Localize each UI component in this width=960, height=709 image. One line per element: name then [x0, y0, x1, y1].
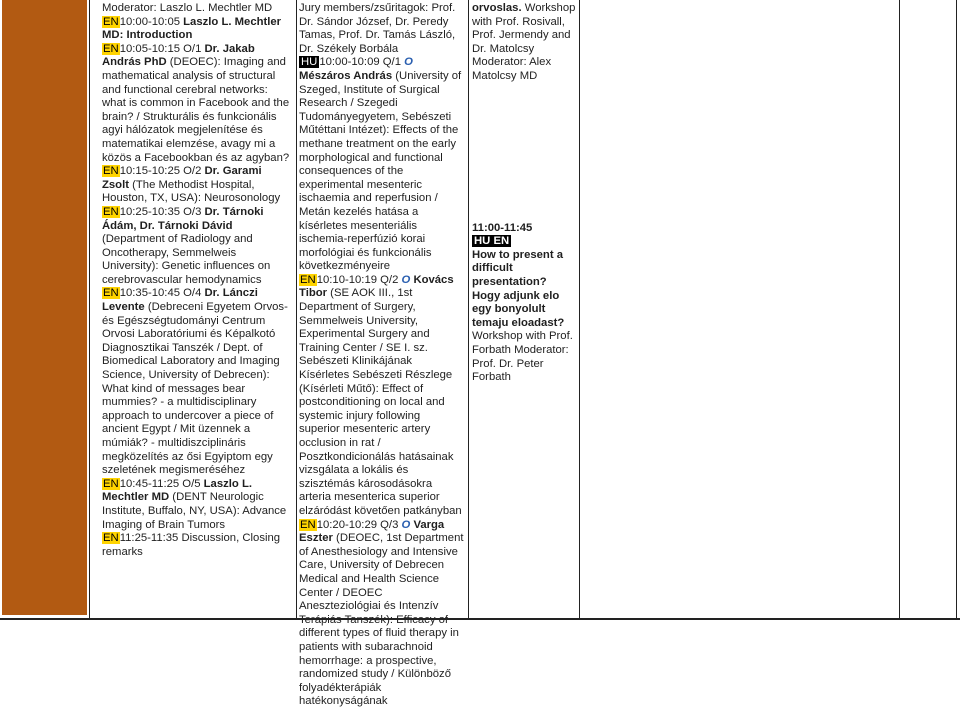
side-color-bar: [0, 0, 90, 620]
empty-column-4: [580, 0, 900, 620]
spacer: [472, 84, 577, 222]
speaker-name: Dr. Jakab András PhD: [102, 42, 255, 69]
workshop-top-bold: orvoslas.: [472, 2, 522, 14]
item-time: 10:00-10:05: [119, 15, 181, 28]
item-text: : Introduction: [119, 29, 193, 42]
item-time: 10:25-10:35 O/3: [119, 205, 202, 218]
speaker-name: Dr. Lánczi Levente: [102, 287, 258, 314]
speaker-name: Laszlo L. Mechtler MD: [102, 477, 252, 504]
speaker-name: Dr. Garami Zsolt: [102, 165, 262, 191]
language-tag: EN: [103, 205, 119, 218]
program-item: [102, 16, 290, 43]
program-item: [102, 532, 290, 559]
session-column-1: [90, 0, 297, 620]
side-color-fill: [2, 0, 87, 615]
language-tag: EN: [300, 273, 316, 286]
oral-marker: O: [401, 518, 411, 531]
oral-marker: O: [401, 273, 411, 286]
language-tag: EN: [103, 15, 119, 28]
workshop-time-text: 11:00-11:45: [472, 221, 533, 234]
item-text: (DENT Neurologic Institute, Buffalo, NY, USA): Advance Imaging of Brain Tumors: [102, 491, 287, 531]
program-item: [102, 287, 290, 477]
workshop-top-text: Workshop with Prof. Rosivall, Prof. Jermendy and Dr. Matolcsy Moderator: Alex Matolcsy MD: [472, 2, 576, 82]
program-item: [102, 43, 290, 165]
item-time: 10:20-10:29 Q/3: [316, 518, 399, 531]
workshop-time: [472, 222, 577, 236]
item-time: 10:45-11:25 O/5: [119, 477, 201, 490]
language-tag: EN: [103, 287, 119, 300]
speaker-name: Dr. Tárnoki Ádám, Dr. Tárnoki Dávid: [102, 205, 264, 232]
language-tag: EN: [300, 518, 316, 531]
item-time: 10:15-10:25 O/2: [119, 165, 202, 178]
item-text: (University of Szeged, Institute of Surgical Research / Szegedi Tudományegyetem, Sebészeti Műtéttani Intézet): Effects of the methane treatment on the early morphological and functional consequences of the experimental mesenteric ischaemia and reperfusion / Metán kezelés hatása a kísérletes mesenteriális ischemia-reperfúzió korai morfológiai és funkcionális következményeire: [299, 69, 462, 273]
speaker-name: Kovács Tibor: [299, 273, 454, 300]
item-time: 10:00-10:09 Q/1: [319, 56, 401, 69]
program-item: [299, 519, 464, 709]
item-text: (SE AOK III., 1st Department of Surgery, Semmelweis University, Experimental Surgery and Training Center / SE I. sz. Sebészeti Klinikájának Kísérletes Sebészeti Részlege (Kísérleti Műtő): Effect of postconditioning on local and systemic injury following superior mesenteric artery occlusion in rat / Posztkondicionálás hatásainak vizsgálata a lokális és szisztémás károsodásokra arteria mesenterica superior elzáródást követően patkányban: [299, 287, 462, 517]
language-tag: EN: [103, 42, 119, 55]
program-item: [299, 274, 464, 519]
workshop-item: [472, 249, 577, 385]
session-column-3: [469, 0, 580, 620]
item-text: (Debreceni Egyetem Orvos- és Egészségtudományi Centrum Orvosi Laboratóriumi és Képalkotó Diagnosztikai Tanszék / Dept. of Biomedical Laboratory and Imaging Science, University of Debrecen): What kind of messages bear mummies? - a multidisciplinary approach to undercover a piece of ancient Egypt / Mit üzennek a múmiák? - multidiszciplináris megközelítés az ősi Egyiptom egy szeletének megismeréséhez: [102, 301, 288, 477]
program-item: [102, 478, 290, 532]
item-time: 10:05-10:15 O/1: [119, 42, 202, 55]
language-tag: EN: [103, 532, 119, 545]
session-column-2: [297, 0, 469, 708]
workshop-title: How to present a difficult presentation? Hogy adjunk elo egy bonyolult temaju eloadast?: [472, 248, 565, 329]
program-item: [102, 206, 290, 288]
item-time: 10:35-10:45 O/4: [119, 287, 202, 300]
speaker-name: Laszlo L. Mechtler MD: [102, 15, 282, 42]
jury-line: Jury members/zsűritagok: Prof. Dr. Sándor József, Dr. Peredy Tamas, Prof. Dr. Tamás László, Dr. Székely Borbála: [299, 2, 456, 55]
program-item: [299, 56, 464, 274]
item-time: 11:25-11:35: [119, 532, 179, 545]
workshop-top: [472, 2, 577, 84]
item-text: (DEOEC): Imaging and mathematical analysis of structural and functional cerebral networks: what is common in Facebook and the brain? / Strukturális és funkcionális agyi hálózatok megjelenítése és matematikai elemzése, avagy mi a közös a Facebookban és az agyban?: [102, 56, 290, 164]
workshop-text: Workshop with Prof. Forbath Moderator: Prof. Dr. Peter Forbath: [472, 330, 573, 384]
item-time: 10:10-10:19 Q/2: [316, 273, 399, 286]
moderator-line: Moderator: Laszlo L. Mechtler MD: [102, 2, 273, 14]
item-text: (Department of Radiology and Oncotherapy, Semmelweis University): Genetic influences on cerebrovascular hemodynamics: [102, 233, 271, 286]
language-tag: HU EN: [474, 235, 510, 248]
item-text: Discussion, Closing remarks: [102, 532, 281, 558]
speaker-name: Varga Eszter: [299, 518, 445, 545]
workshop-tag-line: [472, 235, 577, 249]
program-item: [102, 165, 290, 206]
item-text: (DEOEC, 1st Department of Anesthesiology and Intensive Care, University of Debrecen Medical and Health Science Center / DEOEC Aneszteziológiai és Intenzív different types of fluid therapy in patients with subarachnoid hemorrhage: a prospective, randomized study / Különböző folyadékterápiák hatékonyságának: [299, 532, 464, 708]
item-text: (The Methodist Hospital, Houston, TX, USA): Neurosonology: [102, 178, 281, 205]
language-tag: EN: [103, 165, 119, 178]
empty-column-5: [900, 0, 957, 620]
speaker-name: Mészáros András: [299, 69, 393, 82]
language-tag: EN: [103, 477, 119, 490]
language-tag: HU: [301, 56, 318, 69]
bottom-border: [0, 618, 960, 620]
oral-marker: O: [404, 56, 413, 69]
